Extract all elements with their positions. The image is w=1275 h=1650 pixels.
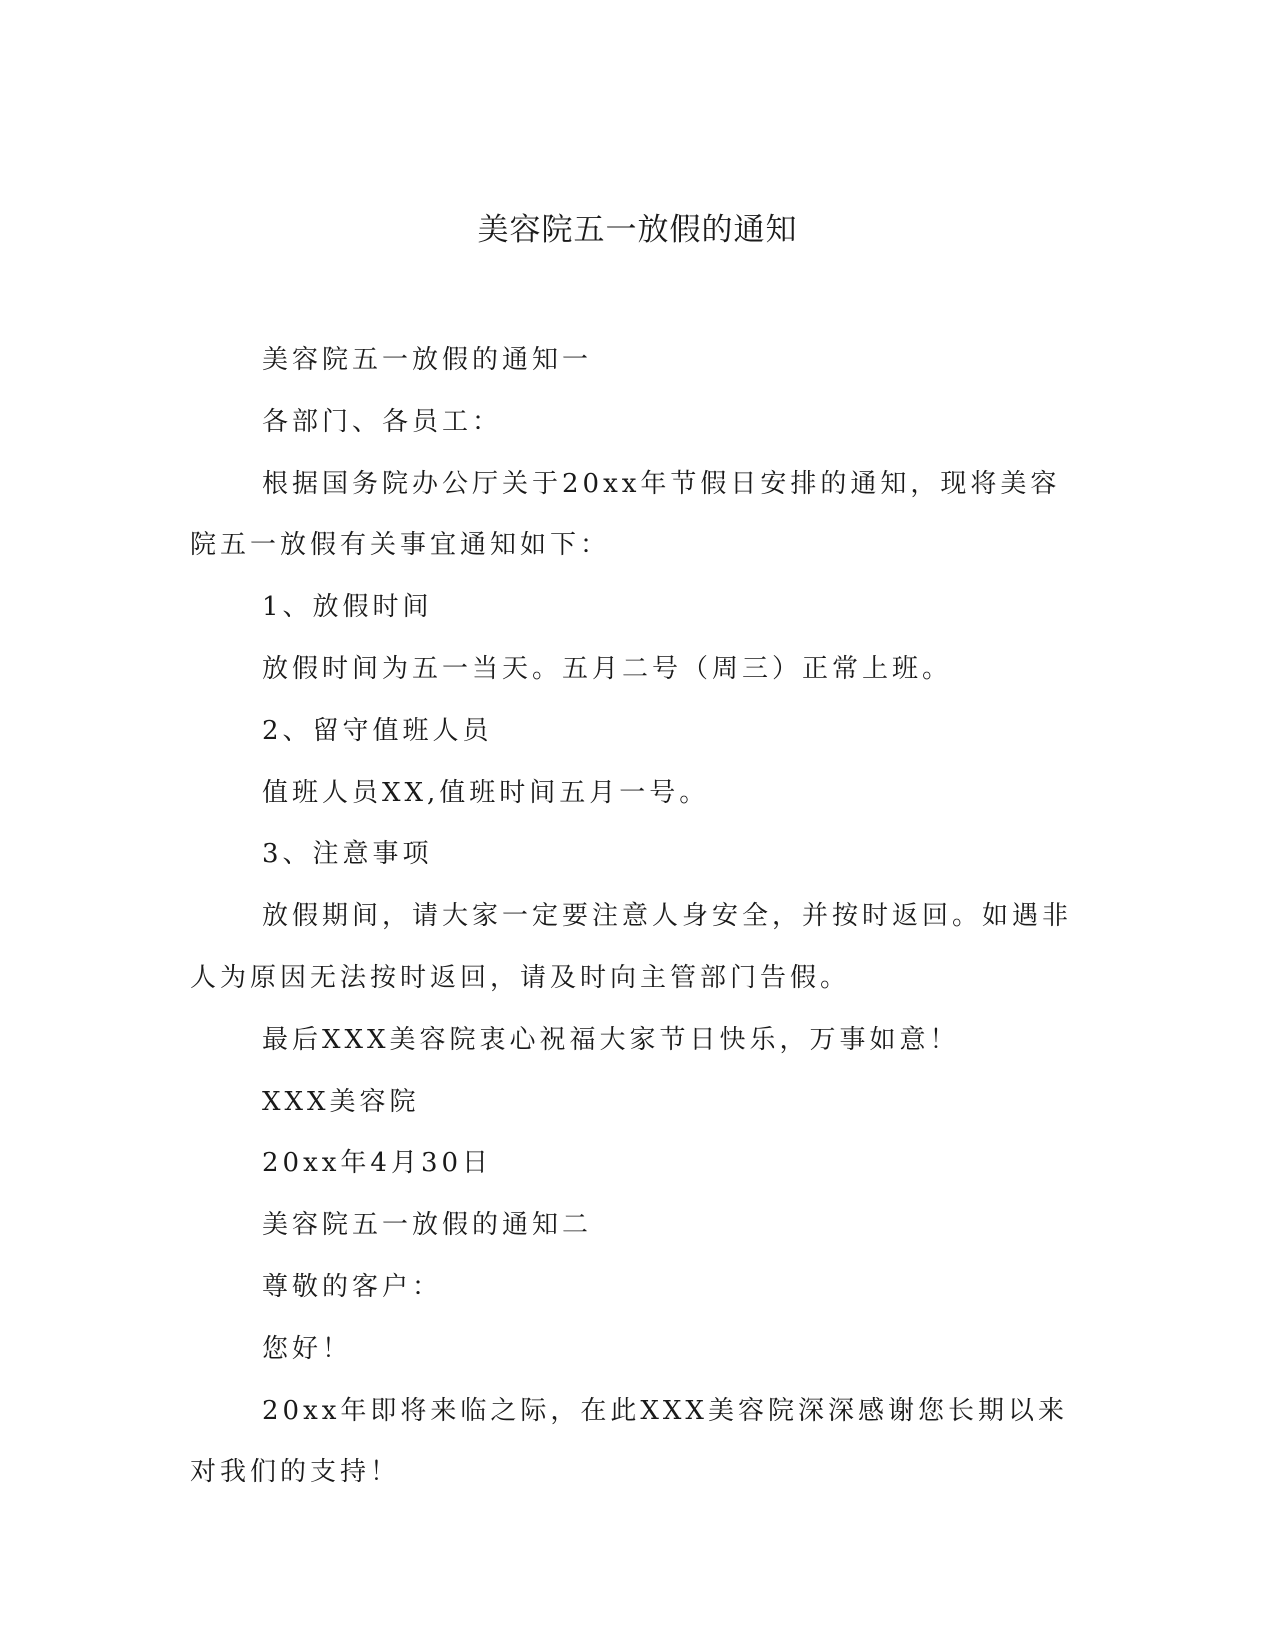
paragraph-safety-notes: 放假期间，请大家一定要注意人身安全，并按时返回。如遇非人为原因无法按时返回，请及时向主管部门告假。 bbox=[190, 901, 1073, 993]
paragraph-holiday-time: 放假时间为五一当天。五月二号（周三）正常上班。 bbox=[262, 653, 953, 684]
paragraph-salutation-staff: 各部门、各员工： bbox=[262, 406, 503, 437]
paragraph-duty-staff: 值班人员XX,值班时间五月一号。 bbox=[262, 777, 710, 808]
paragraph-closing-wishes: 最后XXX美容院衷心祝福大家节日快乐，万事如意！ bbox=[262, 1024, 960, 1055]
paragraph-greeting: 您好！ bbox=[262, 1333, 353, 1364]
paragraph-notice-two-heading: 美容院五一放假的通知二 bbox=[262, 1210, 593, 1241]
paragraph-section-1-heading: 1、放假时间 bbox=[262, 592, 433, 623]
paragraph-salutation-customer: 尊敬的客户： bbox=[262, 1271, 443, 1302]
paragraph-intro: 根据国务院办公厅关于20xx年节假日安排的通知，现将美容院五一放假有关事宜通知如下： bbox=[190, 468, 1061, 561]
paragraph-section-2-heading: 2、留守值班人员 bbox=[262, 715, 493, 746]
paragraph-signature: XXX美容院 bbox=[262, 1086, 420, 1117]
paragraph-thanks: 20xx年即将来临之际，在此XXX美容院深深感谢您长期以来对我们的支持！ bbox=[190, 1395, 1068, 1488]
paragraph-section-3-heading: 3、注意事项 bbox=[262, 839, 433, 870]
paragraph-date: 20xx年4月30日 bbox=[262, 1148, 493, 1179]
document-body bbox=[190, 330, 1080, 1504]
document-title: 美容院五一放假的通知 bbox=[477, 212, 798, 248]
paragraph-notice-one-heading: 美容院五一放假的通知一 bbox=[262, 345, 593, 375]
